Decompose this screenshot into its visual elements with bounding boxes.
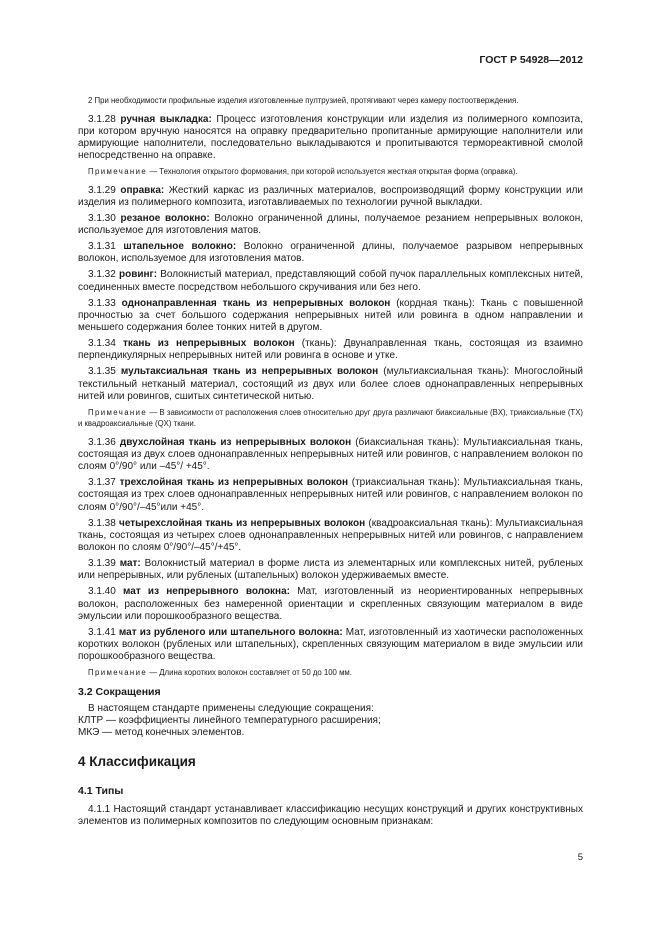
definition-3-1-39 (78, 558, 583, 583)
definition-term: оправка: (120, 184, 165, 196)
definition-text: (биаксиальная ткань): Мультиаксиальная ткань, состоящая из двух слоев однонаправленных непрерывных нитей или ровингов, с направлением волокон по слоям 0°/90° или –45°/ +45°. (78, 436, 584, 473)
definition-term: двухслойная ткань из непрерывных волокон (119, 436, 352, 448)
definition-number: 3.1.33 (88, 297, 116, 309)
definition-text: Волокнистый материал в форме листа из элементарных или комплексных нитей, рубленых или непрерывных, или рубленых (штапельных) волокон удерживаемых вместе. (78, 558, 584, 582)
definition-number: 3.1.31 (88, 241, 116, 253)
note-3-1-35 (78, 407, 583, 430)
definition-3-1-28 (78, 114, 583, 163)
paragraph-4-1-1: 4.1.1 Настоящий стандарт устанавливает классификацию несущих конструкций и других конструктивных элементов из полимерных композитов по следующим основным признакам: (78, 803, 583, 827)
definition-text: Мат, изготовленный из неориентированных непрерывных волокон, расположенных без намеренной ориентации и скрепленных связующим материалом в виде эмульсии или порошкообразного вещества. (78, 586, 584, 622)
definition-3-1-41 (78, 627, 583, 664)
definition-term: мат из рубленого или штапельного волокна: (118, 626, 343, 638)
definition-text: (мультиаксиальная ткань): Многослойный текстильный нетканый материал, состоящий из двух или более слоев однонаправленных непрерывных нитей или ровингов, сшитых синтетической нитью. (78, 366, 584, 402)
definition-term: однонаправленная ткань из непрерывных волокон (121, 297, 391, 309)
definition-term: резаное волокно: (120, 212, 210, 224)
definition-number: 3.1.32 (88, 269, 116, 281)
definition-3-1-37 (78, 477, 583, 514)
definition-term: трехслойная ткань из непрерывных волокон (119, 477, 348, 489)
definition-term: мультаксиальная ткань из непрерывных волокон (120, 366, 379, 378)
definition-3-1-32 (78, 269, 583, 294)
definition-3-1-31 (78, 241, 583, 266)
definition-term: четырехслойная ткань из непрерывных волокон (119, 517, 366, 529)
note-pultrusion: 2 При необходимости профильные изделия изготовленные пултрузией, протягивают через камеру постоотверждения. (88, 96, 519, 105)
definition-number: 3.1.34 (88, 338, 116, 350)
definition-number: 3.1.39 (88, 558, 116, 570)
standard-number: ГОСТ Р 54928—2012 (479, 54, 583, 66)
note-text: — Технология открытого формования, при которой используется жесткая открытая форма (оправка). (149, 167, 518, 177)
definition-text: (квадроаксиальная ткань): Мультиаксиальная ткань, состоящая из четырех слоев однонаправленных непрерывных нитей или ровингов, с направлением волокон по слоям 0°/90°/–45°/+45°. (78, 517, 584, 554)
section-3-2-heading: 3.2 Сокращения (78, 685, 161, 698)
definition-number: 3.1.36 (88, 436, 116, 448)
definition-3-1-35 (78, 366, 583, 403)
definition-3-1-36 (78, 437, 583, 474)
definition-number: 3.1.40 (88, 586, 116, 598)
definition-number: 3.1.38 (88, 517, 116, 529)
definition-text: Мат, изготовленный из хаотически расположенных коротких волокон (рубленых или штапельных), скрепленных связующим материалом в виде эмульсии или порошкообразного вещества. (78, 626, 584, 663)
definition-3-1-34 (78, 338, 583, 363)
definition-number: 3.1.30 (88, 212, 116, 224)
definition-number: 3.1.37 (88, 477, 116, 489)
definition-term: ручная выкладка: (120, 113, 212, 125)
definition-number: 3.1.35 (88, 366, 116, 378)
abbreviation-mke: МКЭ — метод конечных элементов. (78, 727, 245, 739)
note-label: Примечание (88, 407, 148, 417)
definition-3-1-40 (78, 586, 583, 623)
definition-term: ткань из непрерывных волокон (122, 338, 295, 350)
abbreviation-kltr: КЛТР — коэффициенты линейного температурного расширения; (78, 715, 381, 727)
definition-3-1-30 (78, 213, 583, 238)
definition-text: Процесс изготовления конструкции или изделия из полимерного композита, при котором вручную наносятся на оправку предварительно пропитанные армирующие наполнители или армирующие наполнители, последовательно выкладываются и пропитываются термореактивной смолой непосредственно на оправке. (78, 113, 584, 162)
definition-text: (ткань): Двунаправленная ткань, состоящая из взаимно перпендикулярных непрерывных нитей или ровинга в основе и утке. (78, 338, 583, 362)
definition-number: 3.1.29 (88, 184, 116, 196)
definition-text: Волокно ограниченной длины, получаемое резанием непрерывных волокон, используемое для изготовления матов. (78, 212, 584, 237)
definition-text: Волокно ограниченной длины, получаемое разрывом непрерывных волокон, используемое для изготовления матов. (78, 241, 584, 265)
note-text: — Длина коротких волокон составляет от 50 до 100 мм. (149, 668, 352, 678)
page-number: 5 (577, 852, 583, 863)
page-content (78, 95, 583, 832)
section-4-heading: 4 Классификация (78, 753, 196, 769)
abbreviations-intro: В настоящем стандарте применены следующие сокращения: (88, 702, 374, 714)
definition-number: 3.1.28 (88, 113, 116, 125)
definition-term: мат: (119, 558, 141, 570)
definition-3-1-29 (78, 185, 583, 210)
definition-number: 3.1.41 (88, 626, 116, 638)
definition-term: мат из непрерывного волокна: (123, 586, 290, 598)
definition-text: (триаксиальная ткань): Мультиаксиальная ткань, состоящая из трех слоев однонаправленных непрерывных нитей или ровингов, с направлением волокон по слоям 0°/90°/–45°или +45°. (78, 477, 583, 513)
definition-text: (кордная ткань): Ткань с повышенной прочностью за счет большого содержания непрерывных нитей или ровинга в одном направлении и меньшего содержания более тонких нитей в другом. (78, 297, 584, 334)
note-3-1-41 (78, 667, 583, 679)
definition-3-1-38 (78, 518, 583, 555)
definition-text: Волокнистый материал, представляющий собой пучок параллельных комплексных нитей, соединенных вместе посредством небольшого скручивания или без него. (78, 269, 584, 293)
note-3-1-28 (78, 166, 583, 178)
definition-term: ровинг: (118, 269, 158, 281)
note-label: Примечание (88, 668, 148, 678)
note-label: Примечание (88, 167, 148, 177)
definition-term: штапельное волокно: (123, 241, 237, 253)
definition-text: Жесткий каркас из различных материалов, воспроизводящий форму конструкции или изделия из полимерного композита, изготавливаемых по технологии ручной выкладки. (78, 184, 584, 209)
section-4-1-heading: 4.1 Типы (78, 784, 124, 797)
note-text: — В зависимости от расположения слоев относительно друг друга различают биаксиальные (BX), триаксиальные (TX) и квадроаксиальные (QX) ткани. (78, 407, 583, 429)
definition-3-1-33 (78, 298, 583, 335)
